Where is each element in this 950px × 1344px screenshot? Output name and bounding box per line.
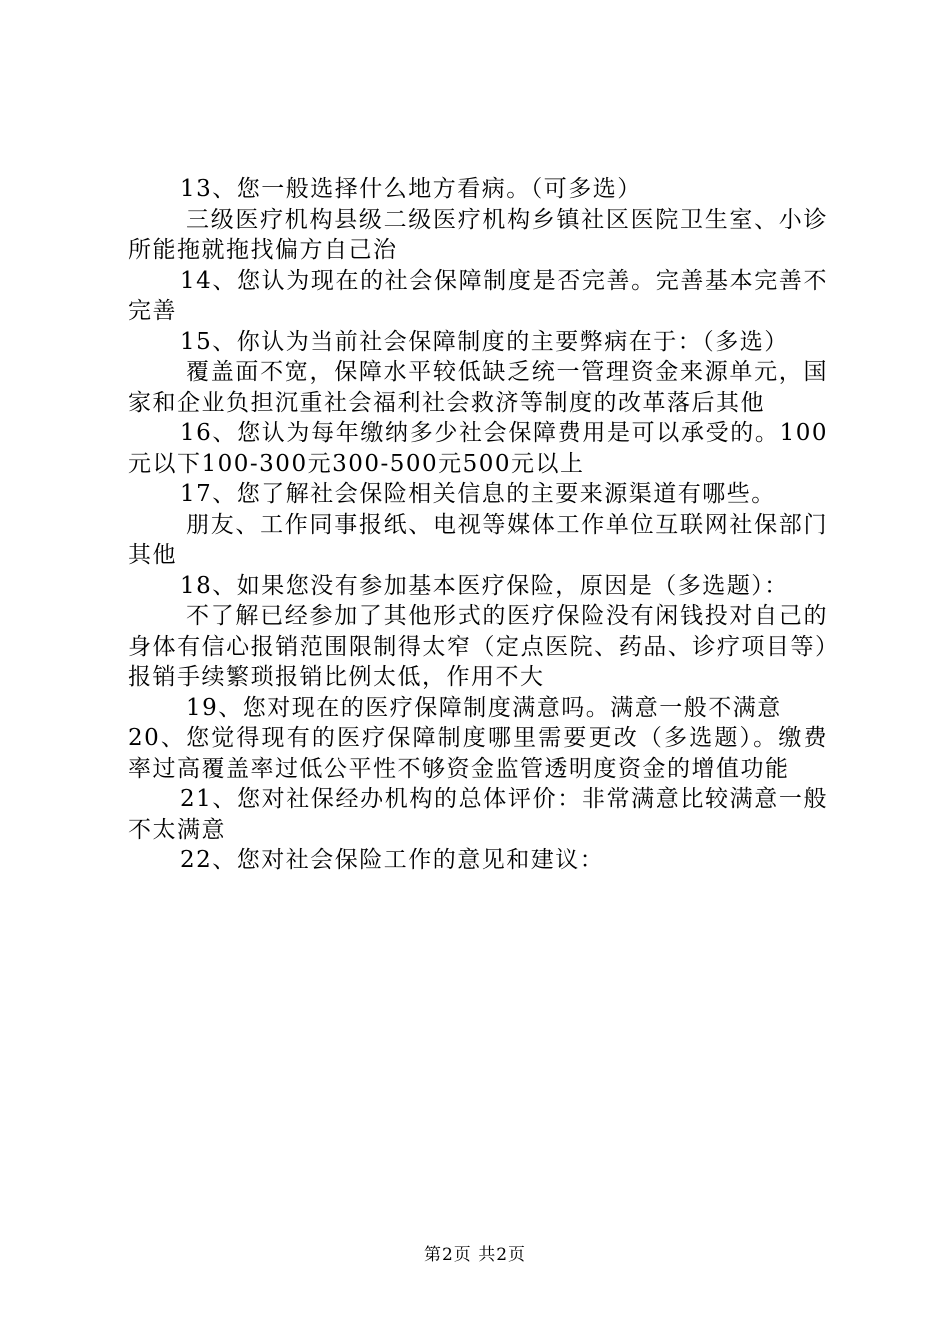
question-21: 21、您对社保经办机构的总体评价：非常满意比较满意一般不太满意 (128, 786, 828, 843)
question-16: 16、您认为每年缴纳多少社会保障费用是可以承受的。100元以下100-300元300-500元500元以上 (128, 420, 828, 477)
answer-options-15: 覆盖面不宽，保障水平较低缺乏统一管理资金来源单元，国家和企业负担沉重社会福利社会救济等制度的改革落后其他 (128, 359, 828, 416)
question-20: 20、您觉得现有的医疗保障制度哪里需要更改（多选题）。缴费率过高覆盖率过低公平性不够资金监管透明度资金的增值功能 (128, 725, 828, 782)
answer-options-13: 三级医疗机构县级二级医疗机构乡镇社区医院卫生室、小诊所能拖就拖找偏方自己治 (128, 206, 828, 263)
question-13: 13、您一般选择什么地方看病。（可多选） (180, 176, 642, 202)
question-14: 14、您认为现在的社会保障制度是否完善。完善基本完善不完善 (128, 267, 828, 324)
answer-options-17: 朋友、工作同事报纸、电视等媒体工作单位互联网社保部门其他 (128, 511, 828, 568)
answer-options-18: 不了解已经参加了其他形式的医疗保险没有闲钱投对自己的身体有信心报销范围限制得太窄（定点医院、药品、诊疗项目等）报销手续繁琐报销比例太低，作用不大 (128, 603, 828, 690)
page-number-footer: 第2页 共2页 (423, 1245, 527, 1265)
question-17: 17、您了解社会保险相关信息的主要来源渠道有哪些。 (180, 481, 776, 507)
question-18: 18、如果您没有参加基本医疗保险，原因是（多选题）： (180, 572, 789, 599)
document-body (128, 174, 828, 876)
question-19: 19、您对现在的医疗保障制度满意吗。满意一般不满意 (186, 694, 782, 721)
question-15: 15、你认为当前社会保障制度的主要弊病在于：（多选） (180, 328, 789, 355)
question-22: 22、您对社会保险工作的意见和建议： (180, 847, 605, 873)
